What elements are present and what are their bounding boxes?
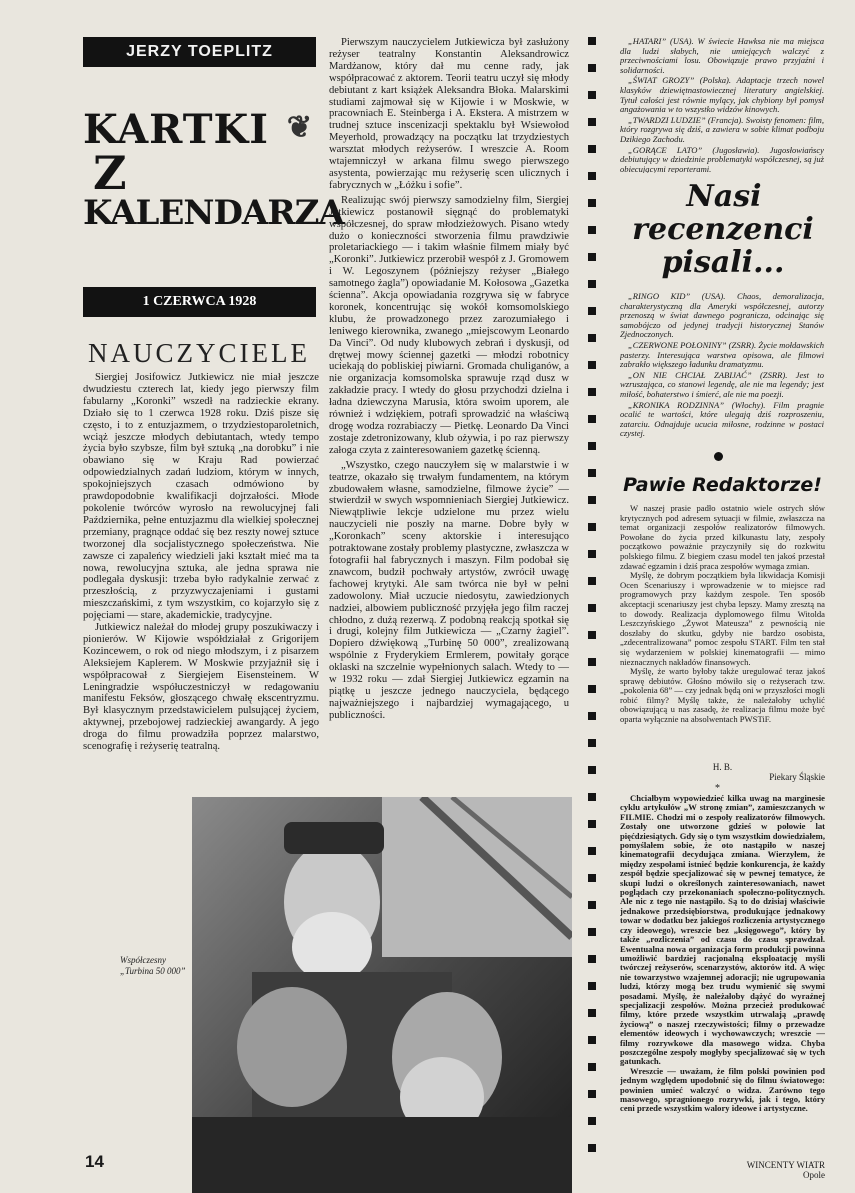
reviews-heading-line: recenzenci bbox=[632, 212, 814, 247]
article-paragraph: Siergiej Josifowicz Jutkiewicz nie miał jeszcze dwudziestu czterech lat, kiedy jego pierwszy film fabularny „Koronki” wszedł na radzieckie ekrany. Działo się to 1 czerwca 1928 roku. Dziś pisze się często, i to z entuzjazmem, o trzydziestoparoletnich, wciąż jeszcze młodych debiutantach, wtedy tempo życia było szybsze, film był sztuką „na dorobku” i nie obawiano się w Kraju Rad powierzać odpowiedzialnych zadań ludziom, którym w innych, spokojniejszych czasach odmówiono by prawdopodobnie kwalifikacji dojrzałości. Młode pokolenie twórców wyrosło na rewolucyjnej fali Października, pełne entuzjazmu dla wielkiej społecznej przemiany, pragnące oddać się bez reszty nowej sztuce tworzonej dla socjalistycznego społeczeństwa. Nie zawsze ci zapaleńcy wiedzieli jaki kształt mieć ma ta nowa, rewolucyjna sztuka, ale jedna sprawa nie podlegała dyskusji: trzeba było radykalnie zerwać z przeszłością, z przyzwyczajeniami i gustami mieszczańskimi, z tym wszystkim, co kojarzyło się z pojęciami — stare, akademickie, tradycyjne. bbox=[83, 372, 319, 622]
divider-square bbox=[588, 91, 596, 99]
divider-square bbox=[588, 982, 596, 990]
divider-square bbox=[588, 550, 596, 558]
film-still-image bbox=[192, 797, 572, 1193]
reviews-heading-line: Nasi bbox=[686, 179, 762, 214]
review-item: „GORĄCE LATO” (Jugosławia). Jugosłowiańscy debiutujący w dziedzinie problematyki współczesnej, są już obiecującymi reporterami. bbox=[620, 144, 824, 173]
column-divider bbox=[588, 37, 600, 1187]
film-still-photo bbox=[192, 797, 572, 1193]
divider-square bbox=[588, 226, 596, 234]
divider-square bbox=[588, 685, 596, 693]
caption-line: „Turbina 50 000” bbox=[120, 966, 186, 976]
letter-paragraph: Myślę, że dobrym początkiem była likwidacja Komisji Ocen Scenariuszy i wprowadzenie w to miejsce rad programowych przy każdym zespole. Ten sposób akceptacji scenariuszy jest chyba lepszy. Mamy zresztą na to dowody. Realizacja dyplomowego filmu Witolda Leszczyńskiego „Żywot Mateusza” z pewnością nie doszłaby do skutku, gdyby nie bardzo osobista, „zdecentralizowana” pomoc zespołu START. Film ten stał się wydarzeniem w polskiej kinematografii — mimo nieznacznych nakładów finansowych. bbox=[620, 570, 825, 667]
article-column-1 bbox=[83, 372, 319, 767]
letter-paragraph: Myślę, że warto byłoby także uregulować teraz jakoś sprawę debiutów. Głośno mówiło się o reżyserach tzw. „pokolenia 68” — czy jednak będą oni w przyszłości mogli robić filmy? Myślę także, że należałoby uchylić obowiązującą u nas zasadę, że realizacja filmu może być oparta wyłącznie na absolwentach PWSTiF. bbox=[620, 666, 825, 725]
divider-square bbox=[588, 766, 596, 774]
divider-square bbox=[588, 469, 596, 477]
review-item: „KRONIKA RODZINNA” (Włochy). Film pragnie ocalić te wartości, które ulegają dziś rozproszeniu, zatarciu. Odnajduje ucucia miłosne, rodzinne w postaci czystej. bbox=[620, 399, 824, 439]
divider-square bbox=[588, 1063, 596, 1071]
divider-square bbox=[588, 1090, 596, 1098]
review-item: „CZERWONE POŁONINY” (ZSRR). Życie mołdawskich pasterzy. Interesująca warstwa opisowa, ale filmowi zabrakło większego ładunku dramatyzmu. bbox=[620, 339, 824, 370]
column-title-line2: Z bbox=[93, 146, 127, 200]
divider-square bbox=[588, 199, 596, 207]
divider-square bbox=[588, 280, 596, 288]
letter-2-signature bbox=[620, 1160, 825, 1180]
divider-square bbox=[588, 577, 596, 585]
divider-square bbox=[588, 820, 596, 828]
author-banner: JERZY TOEPLITZ bbox=[83, 37, 316, 67]
bullet-dot bbox=[714, 452, 723, 461]
reviews-heading-line: pisali... bbox=[661, 245, 785, 280]
reviews-heading bbox=[623, 180, 823, 279]
letter-initials: H. B. bbox=[712, 762, 733, 772]
divider-square bbox=[588, 847, 596, 855]
divider-square bbox=[588, 901, 596, 909]
divider-square bbox=[588, 739, 596, 747]
page-number: 14 bbox=[85, 1152, 104, 1171]
divider-square bbox=[588, 1036, 596, 1044]
letter-2 bbox=[620, 794, 825, 1161]
letter-city: Opole bbox=[803, 1170, 825, 1180]
letter-paragraph: Wreszcie — uważam, że film polski powinien pod jednym względem upodobnić się do filmu światowego: powinien umieć walczyć o widza. Zarówno tego masowego, spragnionego rozrywki, jak i tego, który ceni przede wszystkim walory ideowe i artystyczne. bbox=[620, 1065, 825, 1114]
divider-square bbox=[588, 118, 596, 126]
divider-square bbox=[588, 415, 596, 423]
article-column-2 bbox=[329, 37, 569, 792]
divider-square bbox=[588, 1117, 596, 1125]
divider-square bbox=[588, 442, 596, 450]
divider-square bbox=[588, 172, 596, 180]
article-paragraph: Realizując swój pierwszy samodzielny film, Siergiej Jutkiewicz postanowił sięgnąć do problematyki współczesnej, do spraw młodzieżowych. Pisano wtedy dużo o konieczności stworzenia filmu prawdziwie proletariackiego — i takim właśnie filmem miały być „Koronki”. Jutkiewicz przerobił wespół z J. Gromowem i W. Legoszynem (późniejszy reżyser „Białego samotnego żagla”) opowiadanie M. Kołosowa „Gazetka ścienna”. Akcja opowiadania rozgrywa się w fabryce koronek, koncentrując się wokół komsomolskiego klubu, że prowadzonego przez zarozumiałego i leniwego kierownika, zwanego „miejscowym Leonardo Da Vinci”. Od nudy klubowych zebrań i dyskusji, od drętwej mowy ściennej gazetki — młodzi robotnicy uciekają do pobliskiej piwiarni. Gromada chuliganów, a nie organizacja komsomolska sprawuje rząd dusz w zakładzie pracy. I wtedy do głosu przychodzi dzielna i ładna dziewczyna Marusia, która swoim uporem, ale również i wdziękiem, potrafi sprowadzić na właściwą drogę wodza rozrabiaczy — Pietkę. Leonardo Da Vinci zostaje zdetronizowany, klub ożywia, i po raz pierwszy załoga czyta z zainteresowaniem gazetkę ścienną. bbox=[329, 194, 569, 456]
divider-square bbox=[588, 928, 596, 936]
divider-square bbox=[588, 712, 596, 720]
divider-square bbox=[588, 307, 596, 315]
column-title-line3: KALENDARZA bbox=[83, 193, 344, 233]
letter-1-signature bbox=[620, 762, 825, 782]
divider-square bbox=[588, 496, 596, 504]
letter-city: Piekary Śląskie bbox=[769, 772, 825, 782]
caption-line: Współczesny bbox=[120, 955, 166, 965]
divider-square bbox=[588, 658, 596, 666]
divider-square bbox=[588, 37, 596, 45]
article-paragraph: „Wszystko, czego nauczyłem się w malarstwie i w teatrze, okazało się trwałym fundamentem, na którym zbudowałem własne, samodzielne, filmowe życie” — stwierdził w swych wspomnieniach Siergiej Jutkiewicz. Niewątpliwie lekcje udzielone mu przez wielu nauczycieli nie poszły na marne. Dobre były w „Koronkach” sceny aktorskie i interesująco potraktowane zostały problemy plastyczne, zwłaszcza w fotografii hal fabrycznych i maszyn. Film podobał się znawcom, budził pochwały artystów, zwrócił uwagę fachowej krytyki. Ale sam twórca nie był w pełni zadowolony. Miał uczucie niedosytu, zawiedzionych nadziei, albowiem publiczność przyjęła jego film raczej chłodno, z dużą rezerwą. Z podobną reakcją spotkał się i drugi, kolejny film Jutkiewicza — „Czarny żagiel”. Dopiero dźwiękową „Turbinę 50 000”, zrealizowaną wspólnie z Fryderykiem Ermlerem, powitały gorące oklaski na szczelnie wypełnionych salach. Wtedy to — w 1932 roku — zdał Siergiej Jutkiewicz egzamin na piątkę u jeszcze jednego nauczyciela, będącego najważniejszego i najbardziej wymagającego, u publiczności. bbox=[329, 459, 569, 721]
divider-square bbox=[588, 523, 596, 531]
column-title bbox=[83, 106, 344, 270]
divider-square bbox=[588, 334, 596, 342]
letter-paragraph: Chciałbym wypowiedzieć kilka uwag na marginesie cyklu artykułów „W stronę zmian”, zamieszczanych w FILMIE. Chodzi mi o zespoły realizatorów filmowych. Zostały one utworzone gdzieś w połowie lat pięćdziesiątych. Gdy się o tym wszystkim dowiedziałem, pomyślałem sobie, że oto nastąpiło w naszej kinematografii decydująca zmiana. Wierzyłem, że między zespołami istnieć będzie konkurencja, że każdy zespół będzie specjalizować się w pewnej tematyce, że skupi ludzi o określonych zainteresowaniach, nawet poglądach czy przekonaniach społeczno-politycznych. Ale nic z tego nie nastąpiło. Są to do dzisiaj właściwie jednakowe przedsiębiorstwa, produkujące jednakowy towar w dodatku bez jakiegoś rozliczenia artystycznego czy ideowego), wreszcie bez „księgowego”, który by także „rozliczenia” od czasu do czasu sprawdzał. Ewentualna nowa organizacja form produkcji powinna umożliwić bardziej racjonalną eksploatację myśli twórczej reżyserów, scenarzystów, aktorów itd. A więc nie towarzystwo wzajemnej adoracji; nie ugrupowania ludzi, którzy mogą bez trudu wymienić się swymi posadami. Myślę, że należałoby dążyć do wyraźnej specjalizacji zespołów. Można przecież produkować filmy, które przede wszystkim utrwalają „prawdę życiową” o naszej rzeczywistości; filmy o przewadze elementów ideowych i wychowawczych; wreszcie — filmy rozrywkowe dla masowego widza. Chyba poszczególne zespoły mogłyby specjalizować się w tych gatunkach. bbox=[620, 794, 825, 1067]
asterisk-icon: * bbox=[715, 783, 720, 794]
divider-square bbox=[588, 388, 596, 396]
date-banner: 1 CZERWCA 1928 bbox=[83, 287, 316, 317]
divider-square bbox=[588, 1009, 596, 1017]
article-paragraph: Pierwszym nauczycielem Jutkiewicza był zasłużony reżyser teatralny Konstantin Aleksandrowicz Mardżanow, który dał mu cenne rady, jak współpracować z aktorem. Teorii teatru uczył się młody debiutant z kart książek Aleksandra Błoka. Malarskimi studiami zajmował się w Kijowie i w Moskwie, w pracowniach E. Steinberga i A. Ekstera. A mistrzem w trudnej sztuce inscenizacji spektaklu był Wsiewołod Meyerhold, prowadzący na początku lat trzydziestych warsztat młodych reżyserów. I wreszcie A. Room wtajemniczył w arkana filmu swego pierwszego asystenta, powierzając mu reżyserię scen ulicznych i fabrycznych w „Łóżku i sofie”. bbox=[329, 37, 569, 191]
reviews-top bbox=[620, 37, 824, 173]
divider-square bbox=[588, 604, 596, 612]
divider-square bbox=[588, 253, 596, 261]
review-item: „HATARI” (USA). W świecie Hawksa nie ma miejsca dla ludzi słabych, nie umiejących walczyć z przeciwnościami losu. Obowiązuje prawo przyjaźni i solidarności. bbox=[620, 37, 824, 75]
divider-square bbox=[588, 145, 596, 153]
letter-1 bbox=[620, 504, 825, 762]
divider-square bbox=[588, 793, 596, 801]
divider-square bbox=[588, 631, 596, 639]
letter-paragraph: W naszej prasie padło ostatnio wiele ostrych słów krytycznych pod adresem sytuacji w filmie, zwłaszcza na temat organizacji zespołów realizatorów filmowych. Powołane do życia przed kilkunastu laty, zespoły początkowo poważnie przyczyniły się do rozkwitu polskiego filmu. Z biegiem czasu model ten jakoś przestał zdawać egzamin i dziś praca zespołów wymaga zmian. bbox=[620, 504, 825, 571]
column-title-line1: KARTKI bbox=[83, 106, 269, 153]
divider-square bbox=[588, 874, 596, 882]
divider-square bbox=[588, 361, 596, 369]
letters-heading: Pawie Redaktorze! bbox=[623, 474, 822, 496]
photo-caption bbox=[120, 955, 190, 977]
reviews-list bbox=[620, 292, 824, 442]
divider-square bbox=[588, 64, 596, 72]
article-headline: NAUCZYCIELE bbox=[88, 338, 310, 368]
divider-square bbox=[588, 955, 596, 963]
review-item: „ON NIE CHCIAŁ ZABIJAĆ” (ZSRR). Jest to wzruszająca, co stanowi legendę, ale nie ma legendy; jest miłość, bohaterstwo i śmierć, ale nie ma poezji. bbox=[620, 369, 824, 399]
review-item: „RINGO KID” (USA). Chaos, demoralizacja, charakterystyczną dla Ameryki współczesnej, autorzy przenoszą w świat dawnego pogranicza, odcinając się samobójczo od jedynej tradycji historycznej Stanów Zjednoczonych. bbox=[620, 292, 824, 340]
letter-signature-name: WINCENTY WIATR bbox=[746, 1160, 825, 1170]
ornament-icon: ❦ bbox=[286, 110, 312, 145]
review-item: „TWARDZI LUDZIE” (Francja). Swoisty fenomen: film, który rozgrywa się dziś, a zawiera w sobie klimat podboju Dzikiego Zachodu. bbox=[620, 114, 824, 144]
review-item: „ŚWIAT GROZY” (Polska). Adaptacje trzech nowel klasyków dziewiętnastowiecznej literatury angielskiej. Tytuł całości jest równie mylący, jak chybiony był pomysł angażowania w to wszystko widzów kinowych. bbox=[620, 75, 824, 115]
article-paragraph: Jutkiewicz należał do młodej grupy poszukiwaczy i pionierów. W Kijowie współdziałał z Grigorijem Kozincewem, o rok od niego młodszym, i z pisarzem Aleksiejem Kaplerem. W Moskwie przyjaźnił się i współpracował z Siergiejem Eisensteinem. W Leningradzie współuczestniczył w redagowaniu manifestu Feksów, głoszącego chwałę ekscentryzmu. Był klasycznym przedstawicielem pulsującej życiem, aktywnej, przebojowej radzieckiej awangardy. A jego droga do filmu prowadziła poprzez malarstwo, scenografię i reżyserię teatralną. bbox=[83, 622, 319, 753]
divider-square bbox=[588, 1144, 596, 1152]
